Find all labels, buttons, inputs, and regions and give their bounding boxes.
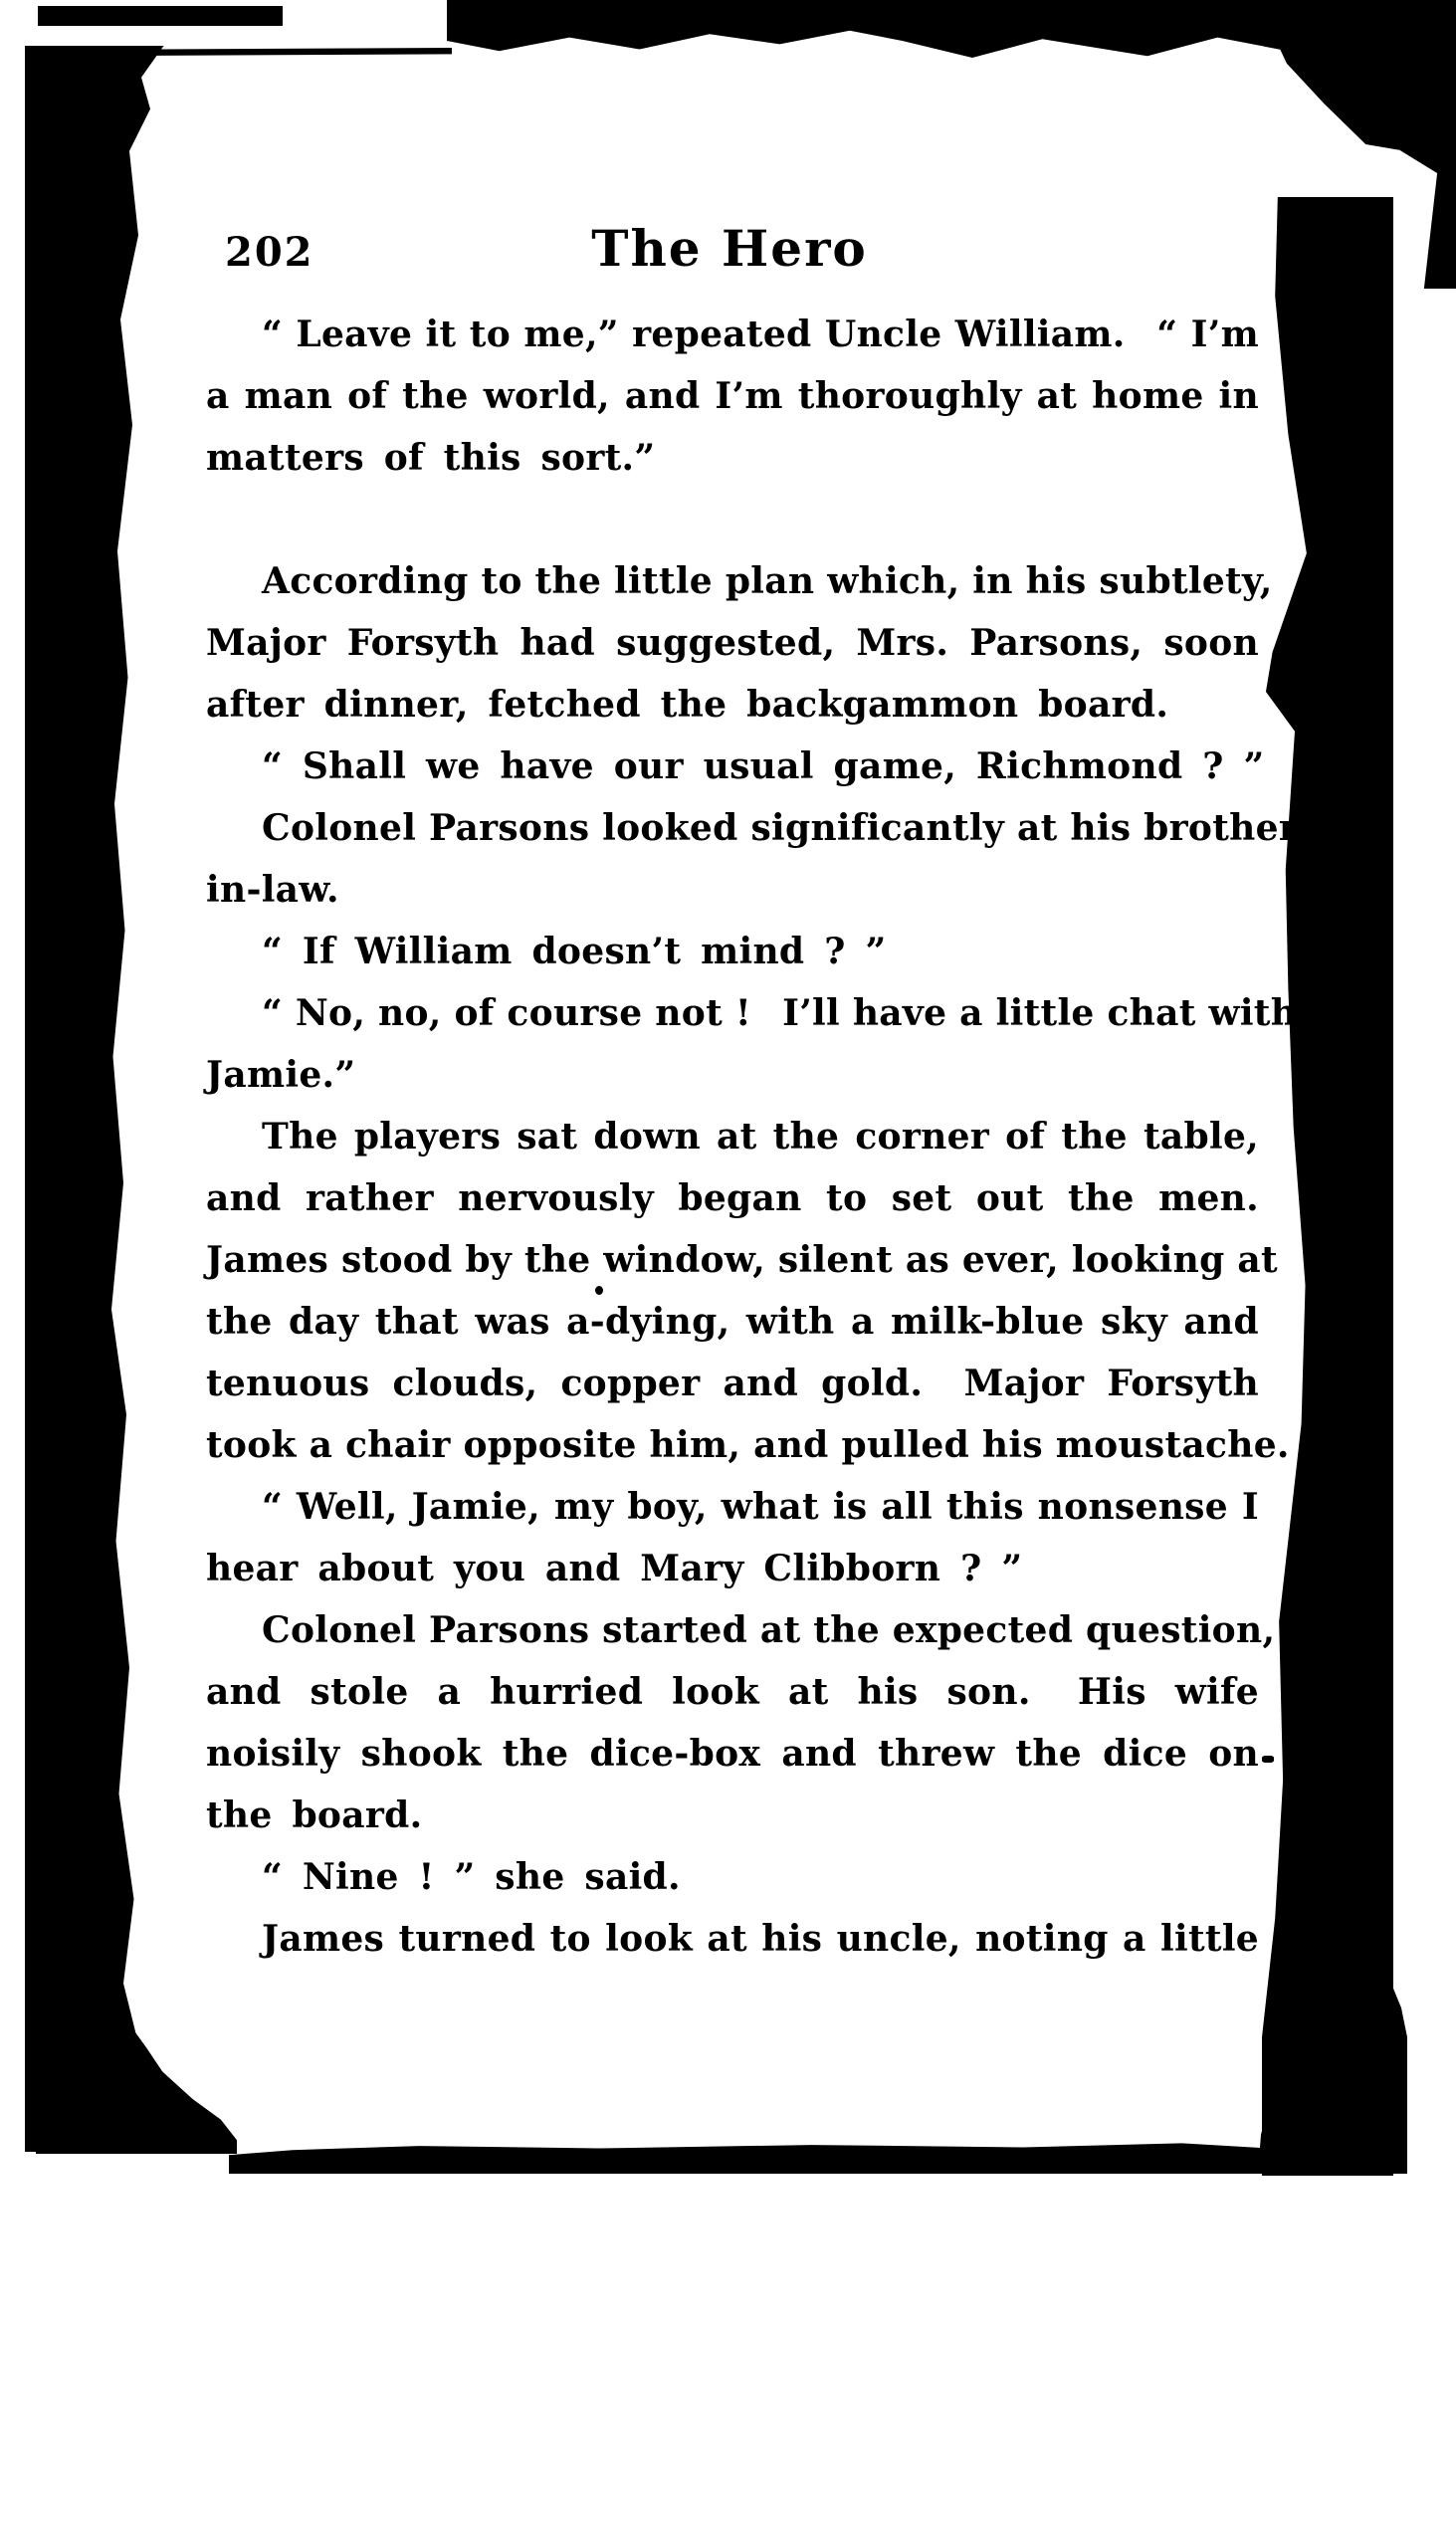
scan-border-top-bar: [447, 0, 1323, 28]
text-line: James turned to look at his uncle, noting a little: [262, 1918, 1259, 1960]
text-line: James stood by the window, silent as ever, looking at: [206, 1239, 1278, 1281]
text-line: in-law.: [206, 869, 339, 911]
text-line: “ No, no, of course not ! I’ll have a little chat with: [262, 992, 1298, 1034]
text-line: Major Forsyth had suggested, Mrs. Parsons, soon: [206, 622, 1259, 664]
blank-line: [206, 489, 1259, 550]
scan-border-top-left-bar: [38, 6, 283, 26]
ink-speck: [1262, 1756, 1274, 1763]
text-line: noisily shook the dice-box and threw the dice on: [206, 1733, 1259, 1775]
scan-border-bottom-right-blob: [1258, 1979, 1407, 2174]
scan-border-bottom-bar: [229, 2140, 1288, 2174]
text-line: “ Nine ! ” she said.: [262, 1856, 681, 1898]
scan-rule-top-left: [131, 48, 452, 56]
scan-border-left-strip: [25, 46, 174, 2152]
scan-border-top-ragged-edge: [447, 24, 1323, 58]
scan-border-right-strip: [1262, 197, 1393, 2176]
text-line: “ If William doesn’t mind ? ”: [262, 931, 887, 972]
text-line: after dinner, fetched the backgammon board.: [206, 684, 1169, 726]
text-line: The players sat down at the corner of the table,: [262, 1116, 1259, 1158]
page-number: 202: [225, 229, 314, 276]
text-line: matters of this sort.”: [206, 437, 656, 479]
text-line: According to the little plan which, in his subtlety,: [262, 560, 1273, 602]
text-line: and stole a hurried look at his son. His wife: [206, 1671, 1259, 1713]
scan-border-bottom-left-blob: [36, 1983, 237, 2154]
text-line: Jamie.”: [206, 1054, 356, 1096]
text-line: tenuous clouds, copper and gold. Major Forsyth: [206, 1363, 1259, 1404]
text-line: Colonel Parsons started at the expected question,: [262, 1609, 1276, 1651]
text-line: Colonel Parsons looked significantly at his brother-: [262, 807, 1314, 849]
text-line: and rather nervously began to set out the men.: [206, 1177, 1259, 1219]
text-line: the day that was a-dying, with a milk-blue sky and: [206, 1301, 1259, 1343]
text-line: hear about you and Mary Clibborn ? ”: [206, 1548, 1023, 1589]
text-line: “ Leave it to me,” repeated Uncle William. “ I’m: [262, 314, 1259, 355]
text-line: “ Well, Jamie, my boy, what is all this nonsense I: [262, 1486, 1259, 1528]
text-line: a man of the world, and I’m thoroughly at home in: [206, 375, 1259, 417]
running-title: The Hero: [591, 219, 868, 278]
text-line: the board.: [206, 1794, 423, 1836]
text-line: “ Shall we have our usual game, Richmond ? ”: [262, 745, 1265, 787]
text-line: took a chair opposite him, and pulled his moustache.: [206, 1424, 1290, 1466]
text-column: [206, 304, 1314, 1970]
